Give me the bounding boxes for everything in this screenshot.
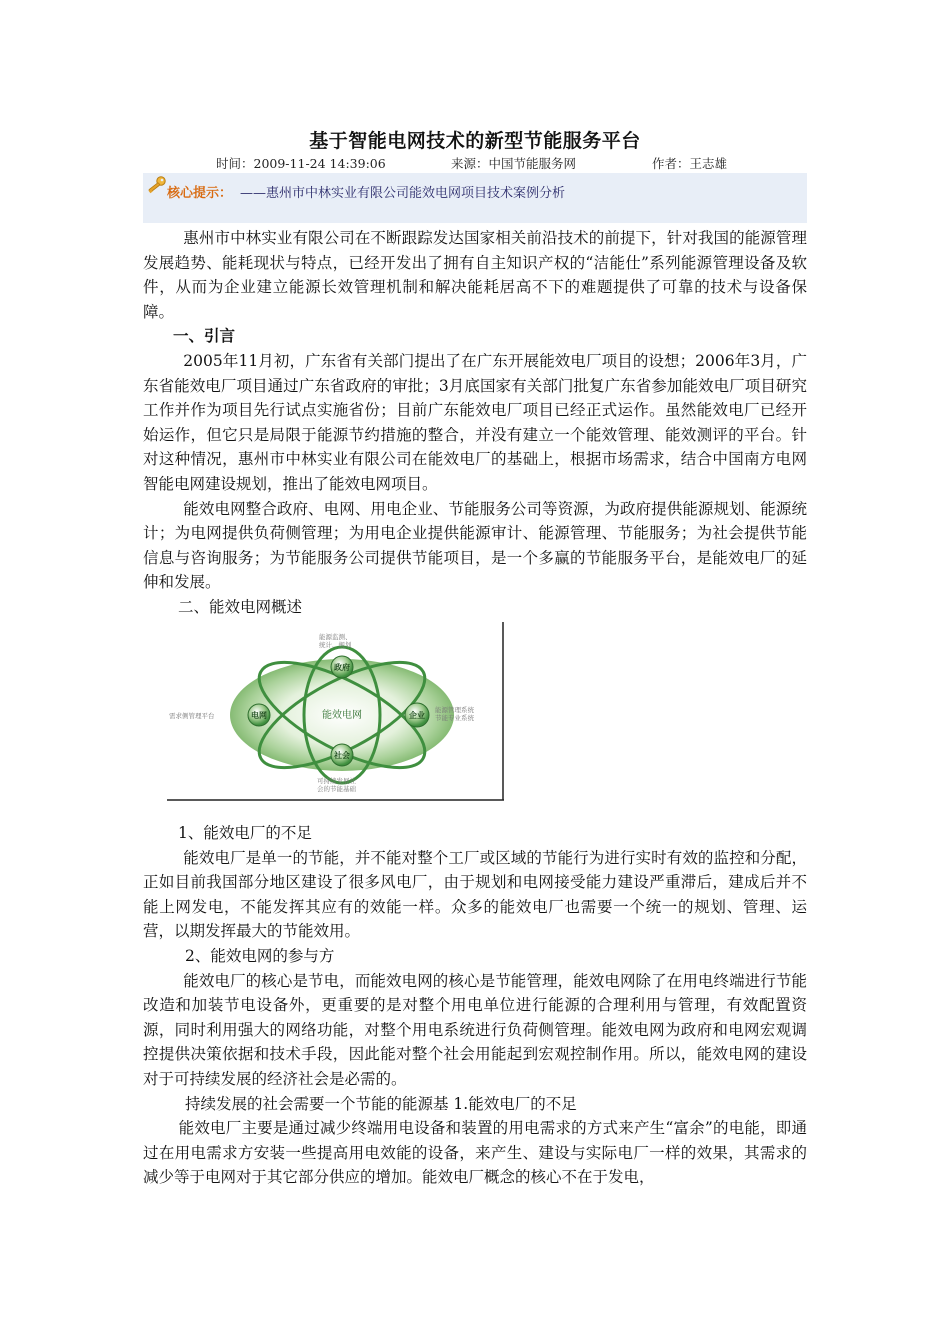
- note-bottom-line1: 可持续发展社: [317, 777, 356, 785]
- note-top-line2: 统计、规划: [319, 641, 352, 649]
- section-heading-intro: 一、引言: [173, 326, 236, 346]
- note-right-line1: 能源管理系统: [435, 706, 474, 714]
- tip-text: ——惠州市中林实业有限公司能效电网项目技术案例分析: [240, 186, 566, 201]
- note-right-line2: 节能专业系统: [435, 714, 474, 722]
- meta-time: 时间：2009-11-24 14:39:06: [216, 156, 386, 171]
- paragraph-shortcoming: 能效电厂是单一的节能，并不能对整个工厂或区域的节能行为进行实时有效的监控和分配，正如目前我国部分地区建设了很多风电厂，由于规划和电网接受能力建设严重滞后，建成后并不能上网发电，不能发挥其应有的效能一样。众多的能效电厂也需要一个统一的规划、管理、运营，以期发挥最大的节能效用。: [143, 848, 807, 941]
- node-top-label: 政府: [334, 663, 350, 672]
- tip-label: 核心提示：: [167, 186, 233, 201]
- paragraph-sustainable: 持续发展的社会需要一个节能的能源基 1.能效电厂的不足: [185, 1094, 577, 1113]
- note-left: 需求侧管理平台: [169, 712, 215, 720]
- node-right-label: 企业: [409, 711, 425, 720]
- note-top-line1: 能源监测、: [319, 633, 352, 641]
- paragraph-platform: 能效电网整合政府、电网、用电企业、节能服务公司等资源，为政府提供能源规划、能源统计；为电网提供负荷侧管理；为用电企业提供能源审计、能源管理、节能服务；为社会提供节能信息与咨询服务；为节能服务公司提供节能项目，是一个多赢的节能服务平台，是能效电厂的延伸和发展。: [143, 499, 807, 592]
- intro-paragraph: 惠州市中林实业有限公司在不断跟踪发达国家相关前沿技术的前提下，针对我国的能源管理发展趋势、能耗现状与特点，已经开发出了拥有自主知识产权的“洁能仕”系列能源管理设备及软件，从而为企业建立能源长效管理机制和解决能耗居高不下的难题提供了可靠的技术与设备保障。: [143, 229, 807, 321]
- paragraph-participants: 能效电厂的核心是节电，而能效电网的核心是节能管理，能效电网除了在用电终端进行节能改造和加装节电设备外，更重要的是对整个用电单位进行能源的合理利用与管理，有效配置资源，同时利用强大的网络功能，对整个用电系统进行负荷侧管理。能效电网为政府和电网宏观调控提供决策依据和技术手段，因此能对整个社会用能起到宏观控制作用。所以，能效电网的建设对于可持续发展的经济社会是必需的。: [143, 971, 807, 1088]
- meta-source: 来源：中国节能服务网: [451, 156, 577, 171]
- article-title: 基于智能电网技术的新型节能服务平台: [309, 130, 641, 152]
- meta-author: 作者：王志雄: [652, 156, 728, 171]
- node-bottom-label: 社会: [334, 751, 350, 760]
- key-icon: [146, 175, 168, 197]
- article-body-top: [143, 226, 807, 620]
- section-heading-overview: 二、能效电网概述: [178, 597, 303, 616]
- paragraph-background: 2005年11月初，广东省有关部门提出了在广东开展能效电厂项目的设想；2006年3月，广东省能效电厂项目通过广东省政府的审批；3月底国家有关部门批复广东省参加能效电厂项目研究工作并作为项目先行试点实施省份；目前广东能效电厂项目已经正式运作。虽然能效电厂已经开始运作，但它只是局限于能源节约措施的整合，并没有建立一个能效管理、能效测评的平台。针对这种情况，惠州市中林实业有限公司在能效电厂的基础上，根据市场需求，结合中国南方电网智能电网建设规划，推出了能效电网项目。: [143, 351, 807, 493]
- subsection-heading-shortcoming: 1、能效电厂的不足: [178, 824, 312, 842]
- diagram-center-label: 能效电网: [322, 710, 362, 721]
- energy-grid-diagram: [167, 622, 504, 802]
- subsection-heading-participants: 2、能效电网的参与方: [185, 946, 335, 965]
- node-left-label: 电网: [251, 711, 267, 720]
- core-tip-box: [143, 173, 807, 223]
- paragraph-efficiency-plant: 能效电厂主要是通过减少终端用电设备和装置的用电需求的方式来产生“富余”的电能，即通过在用电需求方安装一些提高用电效能的设备，来产生、建设与实际电厂一样的效果，其需求的减少等于电网对于其它部分供应的增加。能效电厂概念的核心不在于发电，: [143, 1119, 807, 1187]
- note-bottom-line2: 会的节能基础: [317, 785, 356, 793]
- article-body-bottom: [143, 821, 807, 1190]
